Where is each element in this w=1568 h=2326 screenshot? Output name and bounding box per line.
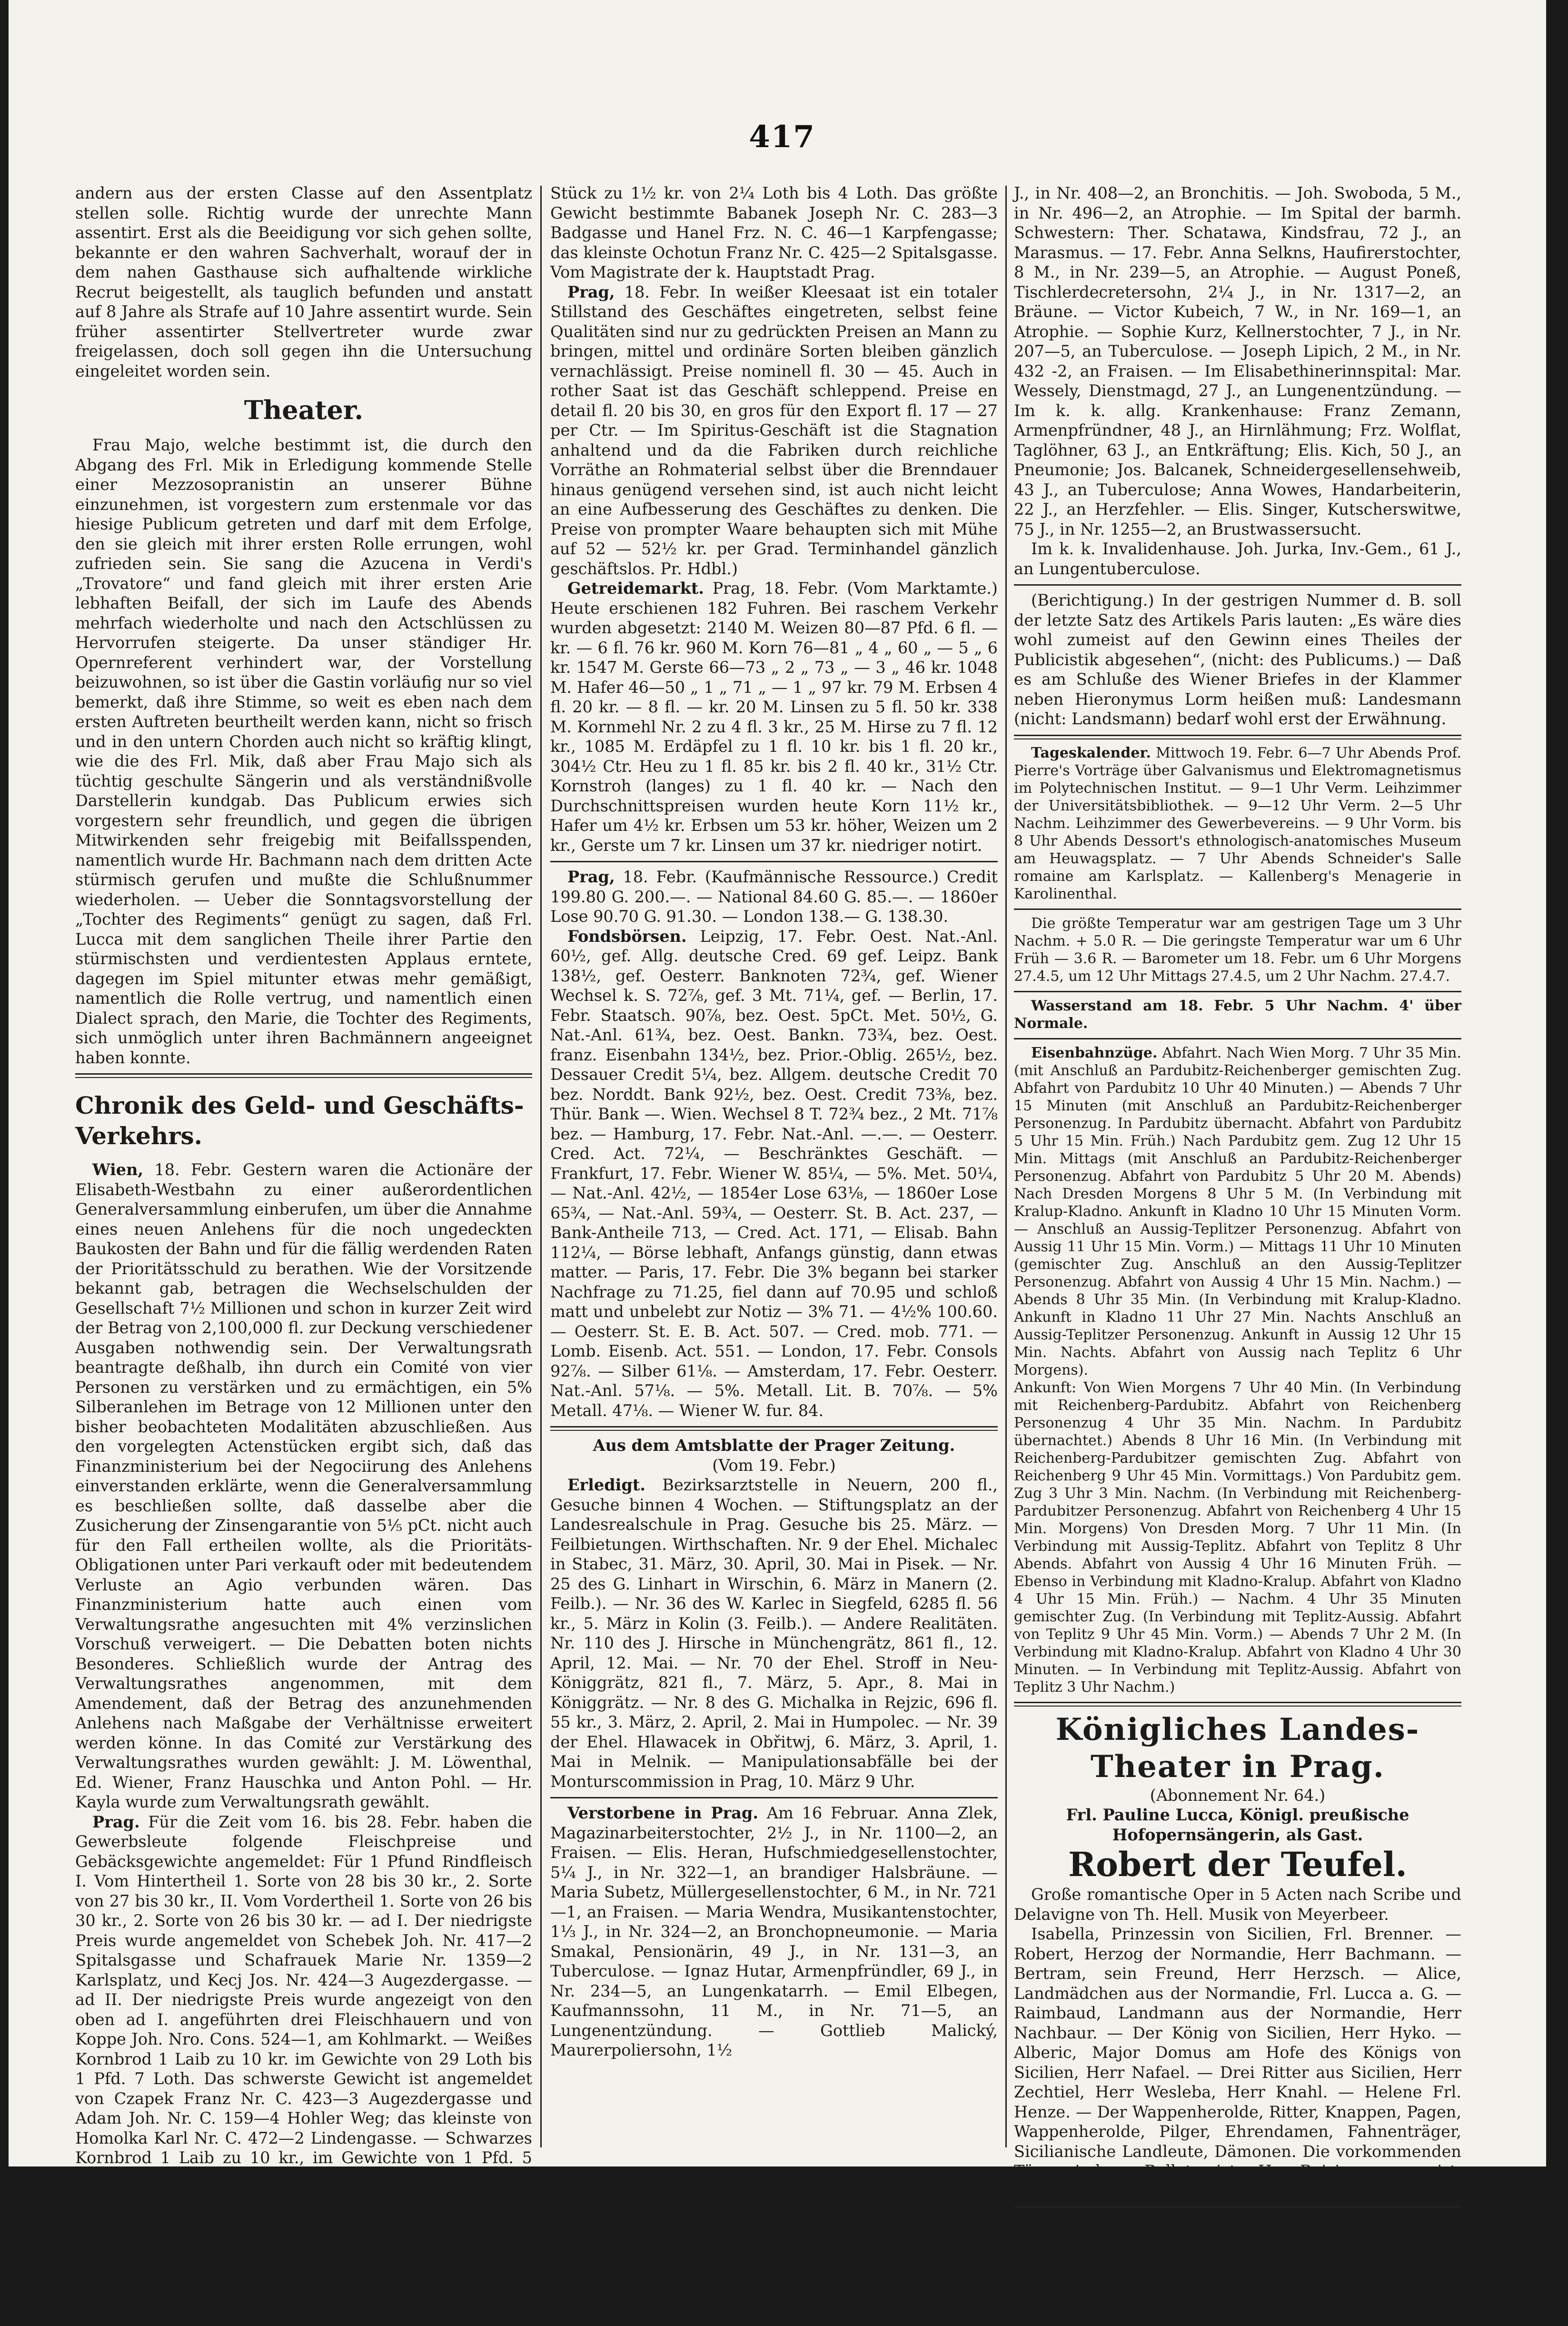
divider (1014, 1702, 1461, 1707)
divider (1014, 735, 1461, 739)
lead-word: Erledigt. (567, 1476, 645, 1494)
paragraph (1014, 744, 1461, 903)
paragraph: Frau Majo, welche bestimmt ist, die durch den Abgang des Frl. Mik in Erledigung kommende Stelle einer Mezzosopranistin an unserer Bühne einzunehmen, ist vorgestern zum erstenmale vor das hiesige Publicum getreten und darf mit dem Erfolge, den sie gleich mit ihrer ersten Rolle errungen, wohl zufrieden sein. Sie sang die Azucena in Verdi's „Trovatore“ und fand gleich mit ihrer ersten Arie lebhaften Beifall, der sich im Laufe des Abends mehrfach wiederholte und nach den Actschlüssen zu Hervorrufen steigerte. Da unser ständiger Hr. Opernreferent verhindert war, der Vorstellung beizuwohnen, so ist über die Gastin vorläufig nur so viel bemerkt, daß ihre Stimme, so weit es eben nach dem ersten Auftreten beurtheilt werden kann, nicht so frisch und in den untern Chorden auch nicht so kräftig klingt, wie die des Frl. Mik, daß aber Frau Majo sich als tüchtig geschulte Sängerin und als verständnißvolle Darstellerin kundgab. Das Publicum erwies sich vorgestern sehr freundlich, und gegen die übrigen Mitwirkenden sehr freigebig mit Beifallsspenden, namentlich wurde Hr. Bachmann nach dem dritten Acte stürmisch gerufen und mußte die Schlußnummer wiederholen. — Ueber die Sonntagsvorstellung der „Tochter des Regiments“ genügt zu sagen, daß Frl. Lucca mit dem sanglichen Theile ihrer Partie den stürmischsten und verdientesten Applaus erntete, dagegen im Spiel mitunter etwas mehr gemäßigt, namentlich die Rolle vertrug, und namentlich einen Dialect sprach, den Marie, die Tochter des Regiments, sich unmöglich unter ihren Bachmännern angeeignet haben konnte. (75, 436, 532, 1067)
lead-word: Prag, (567, 282, 615, 301)
lead-word: Wien, (92, 1160, 144, 1179)
divider (1014, 991, 1461, 992)
section-heading-chronik: Chronik des Geld- und Geschäfts-Verkehrs. (75, 1091, 524, 1150)
paragraph-text: 18. Febr. In weißer Kleesaat ist ein totaler Stillstand des Geschäftes eingetreten, selbst feine Qualitäten sind nur zu gedrückten Preisen an Mann zu bringen, mittel und ordinäre Sorten bleiben gänzlich vernachlässigt. Preise nominell fl. 30 — 45. Auch in rother Saat ist das Geschäft schleppend. Preise en detail fl. 20 bis 30, en gros für den Export fl. 17 — 27 per Ctr. — Im Spiritus-Geschäft ist die Stagnation anhaltend und da die Fabriken durch reichliche Vorräthe an Rohmaterial selbst über die Brenndauer hinaus genügend versehen sind, ist auch nicht leicht an eine Aufbesserung des Geschäftes zu denken. Die Preise von prompter Waare behaupten sich mit Mühe auf 52 — 52½ kr. per Grad. Terminhandel gänzlich geschäftslos. Pr. Hdbl.) (550, 282, 998, 578)
paragraph-text: Für die Zeit vom 16. bis 28. Febr. haben die Gewerbsleute folgende Fleischpreise und Gebäcksgewichte angemeldet: Für 1 Pfund Rindfleisch I. Vom Hintertheil 1. Sorte von 28 bis 30 kr., 2. Sorte von 27 bis 30 kr., II. Vom Vordertheil 1. Sorte von 26 bis 30 kr., 2. Sorte von 26 bis 30 kr. — ad I. Der niedrigste Preis wurde angemeldet von Schebek Joh. Nr. 417—2 Spitalsgasse und Schafrauek Marie Nr. 1359—2 Karlsplatz, und Kecj Jos. Nr. 424—3 Augezdergasse. — ad II. Der niedrigste Preis wurde angezeigt von den oben ad I. angeführten drei Fleischhauern und von Koppe Joh. Nro. Cons. 524—1, am Kohlmarkt. — Weißes Kornbrod 1 Laib zu 10 kr. im Gewichte von 29 Loth bis 1 Pfd. 7 Loth. Das schwerste Gewicht ist angemeldet von Czapek Franz Nr. C. 423—3 Augezdergasse und Adam Joh. Nr. C. 159—4 Hohler Weg; das kleinste von Homolka Karl Nr. C. 472—2 Lindengasse. — Schwarzes Kornbrod 1 Laib zu 10 kr., im Gewichte von 1 Pfd. 5 Loth bis 2 Pfd. 4 Loth. Das größte Gewicht hat angemeldet Horacek Emanuel Nr. C. 49—2 Sonnengasse; das kleinste Gwdrich Barbara Nr. C. 685—2 Fleischhauergasse. — Milchsemmeln 1 Stück zu 1½ kr. von 2 Loth bis 3 Loth. Größtes Gewicht angezeigt von Stibral Anna Nr. C. 905—1 Geistgasse und Peißker Wenzel Nr. C. 233—3 Spornergasse. — Semmeln ohne Milch 1 (75, 1812, 532, 2325)
paragraph-text: Leipzig, 17. Febr. Oest. Nat.-Anl. 60½, gef. Allg. deutsche Cred. 69 gef. Leipz. Bank 138½, gef. Oesterr. Banknoten 72¾, gef. Wiener Wechsel k. S. 72⅞, gef. 3 Mt. 71¼, gef. — Berlin, 17. Febr. Staatsch. 90⅞, bez. Oest. 5pCt. Met. 50½, G. Nat.-Anl. 61¾, bez. Oest. Bankn. 73¾, bez. Oest. franz. Eisenbahn 134½, bez. Prior.-Oblig. 265½, bez. Dessauer Credit 5¼, bez. Allgem. deutsche Credit 70 bez. Norddt. Bank 92½, bez. Oest. Credit 73⅜, bez. Thür. Bank —. Wien. Wechsel 8 T. 72¾ bez., 2 Mt. 71⅞ bez. — Hamburg, 17. Febr. Nat.-Anl. —.—. — Oesterr. Cred. Act. 72¼, — Beschränktes Geschäft. — Frankfurt, 17. Febr. Wiener W. 85¼, — 5%. Met. 50¼, — Nat.-Anl. 42½, — 1854er Lose 63⅛, — 1860er Lose 65¾, — Nat.-Anl. 59¾, — Oesterr. St. B. Act. 237, — Bank-Antheile 713, — Cred. Act. 171, — Elisab. Bahn 112¼, — Börse lebhaft, Anfangs günstig, dann etwas matter. — Paris, 17. Febr. Die 3% begann bei starker Nachfrage zu 71.25, fiel dann auf 70.95 und schloß matt und unbelebt zur Notiz — 3% 71. — 4½% 100.60. — Oesterr. St. E. B. Act. 507. — Cred. mob. 771. — Lomb. Eisenb. Act. 551. — London, 17. Febr. Consols 92⅞. — Silber 61⅛. — Amsterdam, 17. Febr. Oesterr. Nat.-Anl. 57⅛. — 5%. Metall. Lit. B. 70⅞. — 5% Metall. 47⅛. — Wiener W. fur. 84. (550, 927, 998, 1420)
play-title: Robert der Teufel. (1068, 1845, 1407, 1884)
paragraph: (Berichtigung.) In der gestrigen Nummer d. B. soll der letzte Satz des Artikels Paris lauten: „Es wäre dies wohl zumeist auf den Gewinn eines Theiles der Publicistik abgesehen“, (nicht: des Publicums.) — Daß es am Schluße des Wiener Briefes in der Klammer neben Hieronymus Lorm heißen muß: Landesmann (nicht: Landsmann) bedarf wohl erst der Erwähnung. (1014, 591, 1461, 728)
lead-word: Getreidemarkt. (567, 579, 704, 598)
lead-word: Veselohra na mostě. (1014, 2253, 1197, 2271)
divider (1014, 908, 1461, 910)
paragraph: Im k. k. Invalidenhause. Joh. Jurka, Inv.-Gem., 61 J., an Lungentuberculose. (1014, 539, 1461, 578)
paragraph (550, 927, 998, 1421)
theater-heading: Königliches Landes-Theater in Prag. (1055, 1711, 1420, 1785)
paragraph: Ankunft: Von Wien Morgens 7 Uhr 40 Min. (In Verbindung mit Reichenberg-Pardubitz. Abfahrt von Reichenberg Personenzug 4 Uhr 35 Min. Nachm. In Pardubitz übernachtet.) Abends 8 Uhr 16 Min. (In Verbindung mit Reichenberg-Pardubitzer gemischten Zug. Abfahrt von Reichenberg 9 Uhr 45 Min. Vormittags.) Von Pardubitz gem. Zug 3 Uhr 3 Min. Nachm. (In Verbindung mit Reichenberg-Pardubitzer Personenzug. Abfahrt von Reichenberg 4 Uhr 15 Min. Morgens) Von Dresden Morg. 7 Uhr 11 Min. (In Verbindung mit Aussig-Teplitz. Abfahrt von Teplitz 8 Uhr Abends. Abfahrt von Aussig 4 Uhr 16 Minuten Früh. — Ebenso in Verbindung mit Kladno-Kralup. Abfahrt von Kladno 4 Uhr 15 Min. Früh.) — Nachm. 4 Uhr 35 Minuten gemischter Zug. (In Verbindung mit Teplitz-Aussig. Abfahrt von Teplitz 9 Uhr 45 Min. Vorm.) — Abends 7 Uhr 2 M. (In Verbindung mit Kladno-Kralup. Abfahrt von Kladno 4 Uhr 30 Minuten. — In Verbindung mit Teplitz-Aussig. Abfahrt von Teplitz 3 Uhr Nachm.) (1014, 1379, 1461, 1696)
abonnement-line: (Abonnement Nr. 64.) (1150, 1786, 1326, 1805)
divider (1014, 1038, 1461, 1039)
paragraph-text: Bezirksarztstelle in Neuern, 200 fl., Gesuche binnen 4 Wochen. — Stiftungsplatz an der Landesrealschule in Prag. Gesuche bis 25. März. — Feilbietungen. Wirthschaften. Nr. 9 der Ehel. Michalec in Stabec, 31. März, 30. April, 30. Mai in Pisek. — Nr. 25 des G. Linhart in Wirschin, 6. März in Manern (2. Feilb.). — Nr. 36 des W. Karlec in Siegfeld, 6285 fl. 56 kr., 5. März in Kolin (3. Feilb.). — Andere Realitäten. Nr. 110 des J. Hirsche in Münchengrätz, 861 fl., 12. April, 12. Mai. — Nr. 70 der Ehel. Stroff in Neu-Königgrätz, 821 fl., 7. März, 5. Apr., 8. Mai in Königgrätz. — Nr. 8 des G. Michalka in Rejzic, 696 fl. 55 kr., 3. März, 2. April, 2. Mai in Humpolec. — Nr. 39 der Ehel. Hlawacek in Obřitwj, 6. März, 3. April, 1. Mai in Melnik. — Manipulationsabfälle bei der Monturscommission in Prag, 10. März 9 Uhr. (550, 1476, 998, 1791)
section-heading-theater: Theater. (244, 395, 364, 425)
lead-word: Prag, (567, 868, 615, 886)
column-left (75, 183, 532, 2325)
paragraph-text: 18. Febr. (Kaufmännische Ressource.) Credit 199.80 G. 200.—. — National 84.60 G. 85.—. — 1860er Lose 90.70 G. 91.30. — London 138.— G. 138.30. (550, 868, 998, 926)
paragraph (550, 282, 998, 579)
paragraph (1014, 1044, 1461, 1379)
paragraph: J., in Nr. 408—2, an Bronchitis. — Joh. Swoboda, 5 M., in Nr. 496—2, an Atrophie. — Im Spital der barmh. Schwestern: Ther. Schatawa, Kindsfrau, 72 J., an Marasmus. — 17. Febr. Anna Selkns, Haufirerstochter, 8 M., in Nr. 239—5, an Atrophie. — August Poneß, Tischlerdecretersohn, 2¼ J., in Nr. 1317—2, an Bräune. — Victor Kubeich, 7 W., in Nr. 169—1, an Atrophie. — Sophie Kurz, Kellnerstochter, 7 J., in Nr. 207—5, an Tuberculose. — Joseph Lipich, 2 M., in Nr. 432 -2, an Fraisen. — Im Elisabethinerinnspital: Mar. Wessely, Dienstmagd, 27 J., an Lungenentzündung. — Im k. k. allg. Krankenhause: Franz Zemann, Armenpfründner, 48 J., an Hirnlähmung; Frz. Wolflat, Taglöhner, 63 J., an Entkräftung; Elis. Kich, 50 J., an Pneumonie; Jos. Balcanek, Schneidergesellensehweib, 43 J., an Tuberculose; Anna Wowes, Handarbeiterin, 22 J., an Herzfehler. — Elis. Singer, Kutscherswitwe, 75 J., in Nr. 1255—2, an Brustwassersucht. (1014, 184, 1461, 539)
paragraph (550, 579, 998, 855)
paragraph (75, 1812, 532, 2326)
paragraph-text: Abfahrt. Nach Wien Morg. 7 Uhr 35 Min. (mit Anschluß an Pardubitz-Reichenberger gemischten Zug. Abfahrt von Pardubitz 10 Uhr 40 Minuten.) — Abends 7 Uhr 15 Minuten (mit Anschluß an Pardubitz-Reichenberger Personenzug. In Pardubitz übernacht. Abfahrt von Pardubitz 5 Uhr 15 Min. Früh.) Nach Pardubitz gem. Zug 12 Uhr 15 Min. Mittags (mit Anschluß an Pardubitz-Reichenberger Personenzug. Abfahrt von Pardubitz 5 Uhr 20 M. Abends) Nach Dresden Morgens 8 Uhr 5 M. (In Verbindung mit Kralup-Kladno. Ankunft in Kladno 10 Uhr 15 Minuten Vorm. — Anschluß an Aussig-Teplitzer Personenzug. Abfahrt von Aussig 11 Uhr 15 Min. Vorm.) — Mittags 11 Uhr 10 Minuten (gemischter Zug. Anschluß an den Aussig-Teplitzer Personenzug. Abfahrt von Aussig 4 Uhr 15 Min. Nachm.) — Abends 8 Uhr 35 Min. (In Verbindung mit Kralup-Kladno. Ankunft in Kladno 11 Uhr 27 Min. Nachts Anschluß an Aussig-Teplitzer Personenzug. Ankunft in Aussig 12 Uhr 15 Min. Nachts. Abfahrt von Aussig nach Teplitz 6 Uhr Morgens). (1014, 1044, 1461, 1378)
newspaper-page (9, 0, 1546, 2325)
paragraph-text: 18. Febr. Gestern waren die Actionäre der Elisabeth-Westbahn zu einer außerordentlichen Generalversammlung einberufen, um über die Annahme eines neuen Anlehens für die noch ungedeckten Baukosten der Bahn und für die fällig werdenden Raten der Prioritätsschuld zu berathen. Wie der Vorsitzende bekannt gab, betragen die Wechselschulden der Gesellschaft 7½ Millionen und schon in kurzer Zeit wird der Betrag von 2,100,000 fl. zur Deckung verschiedener Ausgaben nothwendig sein. Der Verwaltungsrath beantragte deßhalb, ihn durch ein Comité von vier Personen zu verstärken und zu ermächtigen, ein 5% Silberanlehen im Betrage von 12 Millionen unter den bisher beobachteten Modalitäten abzuschließen. Aus den vorgelegten Actenstücken ergibt sich, daß das Finanzministerium bei der Negociirung des Anlehens einverstanden erklärte, wenn die Generalversammlung es beschließen sollte, daß dasselbe aber die Zusicherung der Zinsengarantie von 5⅕ pCt. nicht auch für den Fall ertheilen wollte, als die Prioritäts-Obligationen unter Pari verkauft oder mit bedeutendem Verluste an Agio verbunden wären. Das Finanzministerium hatte auch einen vom Verwaltungsrathe angesuchten mit 4% verzinslichen Vorschuß verweigert. — Die Debatten boten nichts Besonderes. Schließlich wurde der Antrag des Verwaltungsrathes angenommen, mit dem Amendement, daß der Betrag des anzunehmenden Anlehens nach Maßgabe der Verhältnisse erweitert werden könne. In das Comité zur Verstärkung des Verwaltungsrathes wurden gewählt: J. M. Löwenthal, Ed. Wiener, Franz Hauschka und Anton Pohl. — Hr. Kayla wurde zum Verwaltungsrath gewählt. (75, 1160, 532, 1811)
czech-program (1014, 2252, 1461, 2312)
paragraph-text: Mittwoch 19. Febr. 6—7 Uhr Abends Prof. Pierre's Vorträge über Galvanismus und Elektromagnetismus im Polytechnischen Institut. — 9—1 Uhr Verm. Leihzimmer der Universitätsbibliothek. — 9—12 Uhr Verm. 2—5 Uhr Nachm. Leihzimmer des Gewerbevereins. — 9 Uhr Vorm. bis 8 Uhr Abends Dessort's ethnologisch-anatomisches Museum am Heuwagsplatz. — 7 Uhr Abends Schneider's Salle romaine am Karlsplatz. — Kallenberg's Menagerie in Karolinenthal. (1014, 744, 1461, 902)
lead-word: Fondsbörsen. (567, 927, 687, 946)
czech-subscription-line: (11. hra v předplacení.) (1142, 2233, 1333, 2252)
paragraph (550, 1475, 998, 1791)
lead-word: Prag. (92, 1812, 140, 1831)
section-subheading: (Vom 19. Febr.) (712, 1456, 836, 1475)
times-line: Anfang 7 Uhr. Ende 10 Uhr. (1077, 2181, 1398, 2200)
divider (550, 861, 998, 862)
section-heading-amtsblatt: Aus dem Amtsblatte der Prager Zeitung. (593, 1436, 955, 1455)
divider (550, 1426, 998, 1431)
paragraph-text: Am 16 Februar. Anna Zlek, Magazinarbeiterstochter, 2½ J., in Nr. 1100—2, an Fraisen. — Elis. Heran, Hufschmiedgesellenstochter, 5¼ J., in Nr. 322—1, an brandiger Halsbräune. — Maria Subetz, Müllergesellenstochter, 6 M., in Nr. 721—1, an Fraisen. — Maria Wendra, Musikantenstochter, 1⅓ J., in Nr. 324—2, an Bronchopneumonie. — Maria Smakal, Pensionärin, 49 J., in Nr. 131—3, an Tuberculose. — Ignaz Hutar, Armenpfründler, 69 J., in Nr. 234—5, an Lungenkatarrh. — Emil Elbegen, Kaufmannssohn, 11 M., in Nr. 71—5, an Lungenentzündung. — Gottlieb Malický, Maurerpoliersohn, 1½ (550, 1804, 998, 2059)
column-right (1014, 183, 1461, 2311)
paragraph: Wasserstand am 18. Febr. 5 Uhr Nachm. 4' über Normale. (1014, 997, 1461, 1032)
divider (550, 1797, 998, 1798)
paragraph-text: Na to ponejprv: Tajemné psaní. Ku konci: Balet, uspořádán od baletního mistra pana Reisingra. (1014, 2253, 1461, 2311)
divider (75, 1073, 532, 1078)
paragraph: andern aus der ersten Classe auf den Assentplatz stellen solle. Richtig wurde der unrechte Mann assentirt. Erst als die Beeidigung vor sich gehen sollte, bekannte er den wahren Sachverhalt, worauf der in dem nahen Gasthause sich aufhaltende wirkliche Recrut beigestellt, als tauglich befunden und anstatt auf 8 Jahre als Strafe auf 10 Jahre assentirt wurde. Sein früher assentirter Stellvertreter wurde zwar freigelassen, doch soll gegen ihn die Untersuchung eingeleitet worden sein. (75, 184, 532, 380)
divider (1014, 2206, 1461, 2208)
lead-word: Verstorbene in Prag. (567, 1804, 758, 1822)
lead-word: Tageskalender. (1031, 744, 1151, 761)
column-middle (550, 183, 998, 2150)
divider (1014, 584, 1461, 586)
column-rule (540, 186, 542, 2147)
czech-date-line: Zítra ve čtvrtek dne 20. února 1862. (1090, 2213, 1385, 2232)
lead-word: Eisenbahnzüge. (1031, 1044, 1158, 1061)
play-description: Große romantische Oper in 5 Acten nach Scribe und Delavigne von Th. Hell. Musik von Meyerbeer. (1014, 1885, 1461, 1924)
paragraph (550, 1803, 998, 2060)
column-rule (1005, 186, 1007, 2147)
cast-list: Isabella, Prinzessin von Sicilien, Frl. Brenner. — Robert, Herzog der Normandie, Herr Bachmann. — Bertram, sein Freund, Herr Herzsch. — Alice, Landmädchen aus der Normandie, Frl. Lucca a. G. — Raimbaud, Landmann aus der Normandie, Herr Nachbaur. — Der König von Sicilien, Herr Hyko. — Alberic, Major Domus am Hofe des Königs von Sicilien, Herr Nafael. — Drei Ritter aus Sicilien, Herr Zechtiel, Herr Wesleba, Herr Knahl. — Helene Frl. Henze. — Der Wappenherolde, Ritter, Knappen, Pagen, Wappenherolde, Pilger, Ehrendamen, Fahnenträger, Sicilianische Landleute, Dämonen. Die vorkommenden Tänze sind vom Balletmeister Hrn. Reisinger arrangirt. (1014, 1925, 1461, 2180)
paragraph (550, 867, 998, 927)
paragraph: Stück zu 1½ kr. von 2¼ Loth bis 4 Loth. Das größte Gewicht bestimmte Babanek Joseph Nr. C. 283—3 Badgasse und Hanel Frz. N. C. 46—1 Karpfengasse; das kleinste Ochotun Franz Nr. C. 425—2 Spitalsgasse. Vom Magistrate der k. Hauptstadt Prag. (550, 184, 998, 281)
page-number: 417 (749, 119, 815, 155)
paragraph: Die größte Temperatur war am gestrigen Tage um 3 Uhr Nachm. + 5.0 R. — Die geringste Temperatur war um 6 Uhr Früh — 3.6 R. — Barometer um 18. Febr. um 6 Uhr Morgens 27.4.5, um 12 Uhr Mittags 27.4.5, um 2 Uhr Nachm. 27.4.7. (1014, 915, 1461, 985)
paragraph-text: Prag, 18. Febr. (Vom Marktamte.) Heute erschienen 182 Fuhren. Bei raschem Verkehr wurden abgesetzt: 2140 M. Weizen 80—87 Pfd. 6 fl. — kr. — 6 fl. 76 kr. 960 M. Korn 76—81 „ 4 „ 60 „ — 5 „ 6 kr. 1547 M. Gerste 66—73 „ 2 „ 73 „ — 3 „ 46 kr. 1048 M. Hafer 46—50 „ 1 „ 71 „ — 1 „ 97 kr. 79 M. Erbsen 4 fl. 20 kr. — 8 fl. — kr. 20 M. Linsen zu 5 fl. 50 kr. 338 M. Kornmehl Nr. 2 zu 4 fl. 3 kr., 25 M. Hirse zu 7 fl. 12 kr., 1085 M. Erdäpfel zu 1 fl. 10 kr. bis 1 fl. 20 kr., 304½ Ctr. Heu zu 1 fl. 85 kr. bis 2 fl. 40 kr., 31½ Ctr. Kornstroh (langes) zu 1 fl. 40 kr. — Nach den Durchschnittspreisen wurden heute Korn 11½ kr., Hafer um 4½ kr. Erbsen um 53 kr. höher, Weizen um 2 kr., Gerste um 7 kr. Linsen um 37 kr. niedriger notirt. (550, 579, 998, 855)
guest-line: Frl. Pauline Lucca, Königl. preußische Hofopernsängerin, als Gast. (1066, 1806, 1409, 1844)
paragraph (75, 1160, 532, 1812)
